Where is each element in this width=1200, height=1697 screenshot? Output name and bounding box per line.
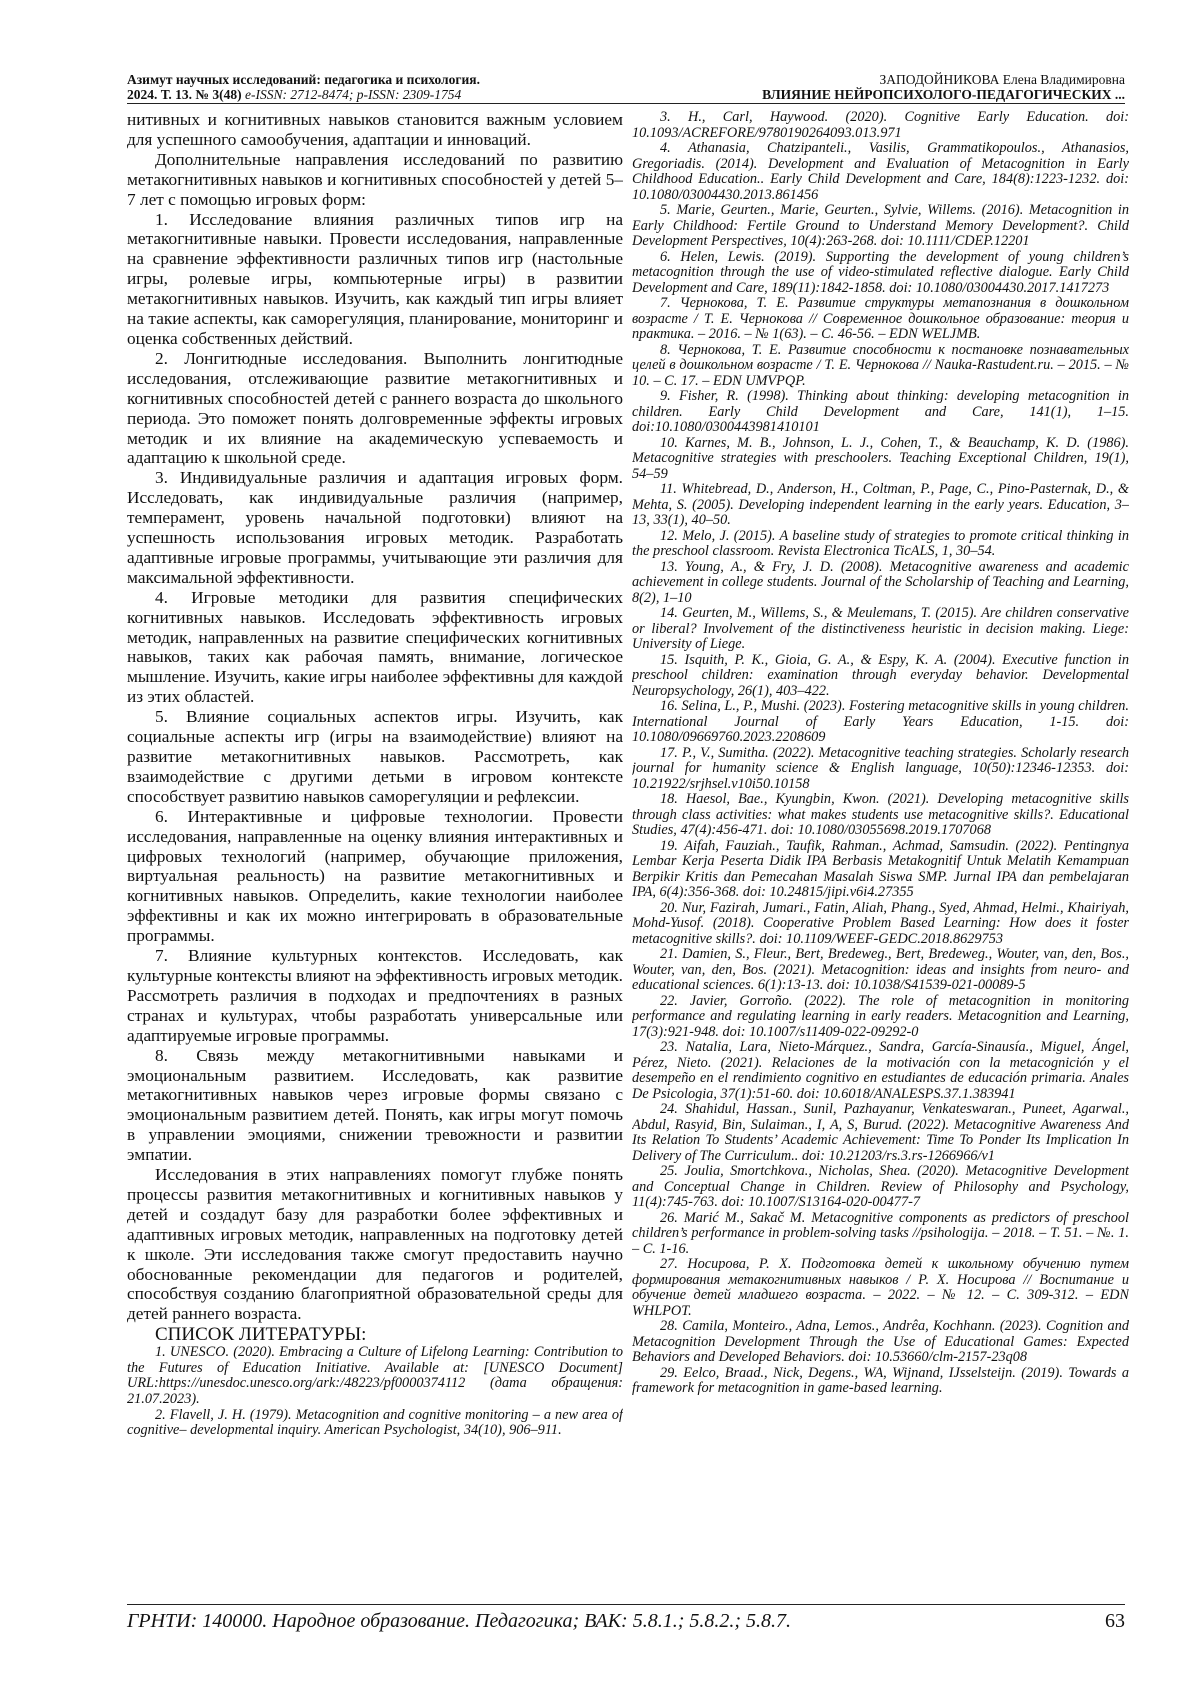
header-divider xyxy=(127,103,1125,104)
body-paragraph: 6. Интерактивные и цифровые технологии. Провести исследования, направленные на оценку влияния интерактивных и цифровых технологий (например, обучающие приложения, виртуальная реальность) на развитие метакогнитивных и когнитивных навыков. Определить, какие технологии наиболее эффективны и как их можно интегрировать в образовательные программы. xyxy=(127,806,623,946)
reference-item: 10. Karnes, M. B., Johnson, L. J., Cohen, T., & Beauchamp, K. D. (1986). Metacognitive strategies with preschoolers. Teaching Exceptional Children, 19(1), 54–59 xyxy=(632,434,1129,482)
reference-item: 2. Flavell, J. H. (1979). Metacognition and cognitive monitoring – a new area of cognitive– developmental inquiry. American Psychologist, 34(10), 906–911. xyxy=(127,1406,623,1439)
journal-title: Азимут научных исследований: педагогика и психология. xyxy=(127,72,480,87)
reference-item: 9. Fisher, R. (1998). Thinking about thinking: developing metacognition in children. Early Child Development and Care, 141(1), 1–15. doi:10.1080/0300443981410101 xyxy=(632,388,1129,435)
journal-issn: e-ISSN: 2712-8474; p-ISSN: 2309-1754 xyxy=(244,87,462,102)
reference-item: 1. UNESCO. (2020). Embracing a Culture of Lifelong Learning: Contribution to the Futures of Education Initiative. Available at: [UNESCO Document] URL:https://unesdoc.unesco.org/ark:/48223/pf0000374112 (дата обращения: 21.07.2023). xyxy=(127,1344,623,1408)
reference-item: 29. Eelco, Braad., Nick, Degens., WA, Wijnand, IJsselsteijn. (2019). Towards a framework for metacognition in game-based learning. xyxy=(632,1364,1129,1396)
body-paragraph: 8. Связь между метакогнитивными навыками и эмоциональным развитием. Исследовать, как развитие метакогнитивных навыков через игровые формы связано с эмоциональным развитием детей. Понять, как игры могут помочь в управлении эмоциями, снижении тревожности и развитии эмпатии. xyxy=(127,1045,623,1165)
body-paragraph: 1. Исследование влияния различных типов игр на метакогнитивные навыки. Провести исследования, направленные на сравнение эффективности различных типов игр (настольные игры, ролевые игры, компьютерные игры) в развитии метакогнитивных навыков. Изучить, как каждый тип игры влияет на такие аспекты, как саморегуляция, планирование, мониторинг и оценка собственных действий. xyxy=(127,209,623,348)
reference-item: 15. Isquith, P. K., Gioia, G. A., & Espy, K. A. (2004). Executive function in preschool children: examination through everyday behavior. Developmental Neuropsychology, 26(1), 403–422. xyxy=(632,651,1129,699)
reference-item: 8. Чернокова, Т. Е. Развитие способности к постановке познавательных целей в дошкольном возрасте / Т. Е. Чернокова // Nauka-Rastudent.ru. – 2015. – № 10. – С. 17. – EDN UMVPQP. xyxy=(632,341,1129,389)
reference-item: 12. Melo, J. (2015). A baseline study of strategies to promote critical thinking in the preschool classroom. Revista Electronica TicALS, 1, 30–54. xyxy=(632,527,1129,559)
journal-issue: 2024. Т. 13. № 3(48) xyxy=(127,87,242,102)
reference-item: 21. Damien, S., Fleur., Bert, Bredeweg., Bert, Bredeweg., Wouter, van, den, Bos., Wouter, van, den, Bos. (2021). Metacognition: ideas and insights from neuro- and educational sciences. 6(1):13-13. doi: 10.1038/S41539-021-00089-5 xyxy=(632,946,1129,993)
reference-item: 17. P., V., Sumitha. (2022). Metacognitive teaching strategies. Scholarly research journal for humanity science & English language, 10(50):12346-12353. doi: 10.21922/srjhsel.v10i50.10158 xyxy=(632,744,1129,792)
left-column xyxy=(127,110,623,1598)
reference-item: 13. Young, A., & Fry, J. D. (2008). Metacognitive awareness and academic achievement in college students. Journal of the Scholarship of Teaching and Learning, 8(2), 1–10 xyxy=(632,558,1129,606)
reference-item: 25. Joulia, Smortchkova., Nicholas, Shea. (2020). Metacognitive Development and Conceptual Change in Children. Review of Philosophy and Psychology, 11(4):745-763. doi: 10.1007/S13164-020-00477-7 xyxy=(632,1163,1129,1210)
reference-item: 3. H., Carl, Haywood. (2020). Cognitive Early Education. doi: 10.1093/ACREFORE/9780190264093.013.971 xyxy=(632,110,1129,141)
references-heading: СПИСОК ЛИТЕРАТУРЫ: xyxy=(155,1324,367,1346)
page-footer xyxy=(127,1610,1125,1633)
body-paragraph: 7. Влияние культурных контекстов. Исследовать, как культурные контексты влияют на эффективность игровых методик. Рассмотреть различия в подходах и предпочтениях в разных странах и культурах, чтобы разработать универсальные или адаптируемые игровые программы. xyxy=(127,946,623,1045)
reference-item: 16. Selina, L., P., Mushi. (2023). Fostering metacognitive skills in young children. International Journal of Early Years Education, 1-15. doi: 10.1080/09669760.2023.2208609 xyxy=(632,698,1129,745)
article-title: ВЛИЯНИЕ НЕЙРОПСИХОЛОГО-ПЕДАГОГИЧЕСКИХ ... xyxy=(762,87,1125,102)
right-column xyxy=(632,110,1129,1598)
reference-item: 22. Javier, Gorroño. (2022). The role of metacognition in monitoring performance and regulating learning in early readers. Metacognition and Learning, 17(3):921-948. doi: 10.1007/s11409-022-09292-0 xyxy=(632,992,1129,1040)
body-paragraph: 3. Индивидуальные различия и адаптация игровых форм. Исследовать, как индивидуальные различия (например, темперамент, уровень начальной подготовки) влияют на успешность использования игровых методик. Разработать адаптивные игровые программы, учитывающие эти различия для максимальной эффективности. xyxy=(127,468,623,587)
reference-item: 24. Shahidul, Hassan., Sunil, Pazhayanur, Venkateswaran., Puneet, Agarwal., Abdul, Rasyid, Bin, Sulaiman., I, A, S, Burud. (2022). Metacognitive Awareness And Its Relation To Students’ Academic Achievement: Time To Ponder Its Implication In Delivery of The Curriculum.. doi: 10.21203/rs.3.rs-1266966/v1 xyxy=(632,1101,1129,1164)
page-number: 63 xyxy=(1105,1610,1125,1632)
journal-issue-line xyxy=(127,87,647,102)
article-header xyxy=(605,72,1125,102)
reference-item: 5. Marie, Geurten., Marie, Geurten., Sylvie, Willems. (2016). Metacognition in Early Childhood: Fertile Ground to Understand Memory Development?. Child Development Perspectives, 10(4):263-268. doi: 10.1111/CDEP.12201 xyxy=(632,202,1129,249)
reference-item: 26. Marić M., Sakač M. Metacognitive components as predictors of preschool children’s performance in problem-solving tasks //psihologija. – 2018. – Т. 51. – №. 1. – С. 1-16. xyxy=(632,1209,1129,1257)
reference-item: 11. Whitebread, D., Anderson, H., Coltman, P., Page, C., Pino-Pasternak, D., & Mehta, S. (2005). Developing independent learning in the early years. Education, 3–13, 33(1), 40–50. xyxy=(632,481,1129,528)
reference-item: 4. Athanasia, Chatzipanteli., Vasilis, Grammatikopoulos., Athanasios, Gregoriadis. (2014). Development and Evaluation of Metacognition in Early Childhood Education.. Early Child Development and Care, 184(8):1223-1232. doi: 10.1080/03004430.2013.861456 xyxy=(632,140,1129,203)
reference-item: 7. Чернокова, Т. Е. Развитие структуры метапознания в дошкольном возрасте / Т. Е. Чернокова // Современное дошкольное образование: теория и практика. – 2016. – № 1(63). – С. 46-56. – EDN WELJMB. xyxy=(632,295,1129,342)
body-paragraph: 2. Лонгитюдные исследования. Выполнить лонгитюдные исследования, отслеживающие развитие метакогнитивных и когнитивных способностей детей с раннего возраста до школьного периода. Это поможет понять долговременные эффекты игровых методик и их влияние на академическую успеваемость и адаптацию к школьной среде. xyxy=(127,348,623,468)
reference-item: 19. Aifah, Fauziah., Taufik, Rahman., Achmad, Samsudin. (2022). Pentingnya Lembar Kerja Peserta Didik IPA Berbasis Metakognitif Untuk Melatih Kemampuan Berpikir Kritis dan Pemecahan Masalah Siswa SMP. Jurnal IPA dan pembelajaran IPA, 6(4):356-368. doi: 10.24815/jipi.v6i4.27355 xyxy=(632,837,1129,900)
body-paragraph: Исследования в этих направлениях помогут глубже понять процессы развития метакогнитивных и когнитивных навыков у детей и создадут базу для разработки более эффективных и адаптивных игровых методик, направленных на подготовку детей к школе. Эти исследования также смогут предоставить научно обоснованные рекомендации для педагогов и родителей, способствуя созданию благоприятной образовательной среды для детей раннего возраста. xyxy=(127,1165,623,1324)
body-paragraph: нитивных и когнитивных навыков становится важным условием для успешного самообучения, адаптации и инноваций. xyxy=(127,110,623,149)
reference-item: 18. Haesol, Bae., Kyungbin, Kwon. (2021). Developing metacognitive skills through class activities: what makes students use metacognitive skills?. Educational Studies, 47(4):456-471. doi: 10.1080/03055698.2019.1707068 xyxy=(632,791,1129,838)
reference-item: 14. Geurten, M., Willems, S., & Meulemans, T. (2015). Are children conservative or liberal? Involvement of the distinctiveness heuristic in decision making. Liege: University of Liege. xyxy=(632,605,1129,652)
journal-header xyxy=(127,72,647,102)
reference-item: 20. Nur, Fazirah, Jumari., Fatin, Aliah, Phang., Syed, Ahmad, Helmi., Khairiyah, Mohd-Yusof. (2018). Cooperative Problem Based Learning: How does it foster metacognitive skills?. doi: 10.1109/WEEF-GEDC.2018.8629753 xyxy=(632,899,1129,947)
reference-item: 23. Natalia, Lara, Nieto-Márquez., Sandra, García-Sinausía., Miguel, Ángel, Pérez, Nieto. (2021). Relaciones de la motivación con la metacognición y el desempeño en el rendimiento cognitivo en estudiantes de educación primaria. Anales De Psicologia, 37(1):51-60. doi: 10.6018/ANALESPS.37.1.383941 xyxy=(632,1039,1129,1102)
author-name: ЗАПОДОЙНИКОВА Елена Владимировна xyxy=(879,72,1125,87)
body-paragraph: 5. Влияние социальных аспектов игры. Изучить, как социальные аспекты игр (игры на взаимодействие) влияют на развитие метакогнитивных навыков. Рассмотреть, как взаимодействие с другими детьми в игровом контексте способствует развитию навыков саморегуляции и рефлексии. xyxy=(127,707,623,806)
reference-item: 28. Camila, Monteiro., Adna, Lemos., Andrêa, Kochhann. (2023). Cognition and Metacognition Development Through the Use of Educational Games: Expected Behaviors and Developed Behaviors. doi: 10.53660/clm-2157-23q08 xyxy=(632,1318,1129,1365)
body-paragraph: Дополнительные направления исследований по развитию метакогнитивных навыков и когнитивных способностей у детей 5–7 лет с помощью игровых форм: xyxy=(127,149,623,209)
reference-item: 27. Носирова, Р. Х. Подготовка детей к школьному обучению путем формирования метакогнитивных навыков / Р. Х. Носирова // Воспитание и обучение детей младшего возраста. – 2022. – № 12. – С. 309-312. – EDN WHLPOT. xyxy=(632,1256,1129,1319)
footer-classification: ГРНТИ: 140000. Народное образование. Педагогика; ВАК: 5.8.1.; 5.8.2.; 5.8.7. xyxy=(127,1610,792,1632)
footer-divider xyxy=(127,1604,1125,1605)
body-paragraph: 4. Игровые методики для развития специфических когнитивных навыков. Исследовать эффективность игровых методик, направленных на развитие специфических когнитивных навыков, таких как рабочая память, внимание, логическое мышление. Изучить, какие игры наиболее эффективны для каждой из этих областей. xyxy=(127,587,623,707)
reference-item: 6. Helen, Lewis. (2019). Supporting the development of young children’s metacognition through the use of video-stimulated reflective dialogue. Early Child Development and Care, 189(11):1842-1858. doi: 10.1080/03004430.2017.1417273 xyxy=(632,248,1129,296)
